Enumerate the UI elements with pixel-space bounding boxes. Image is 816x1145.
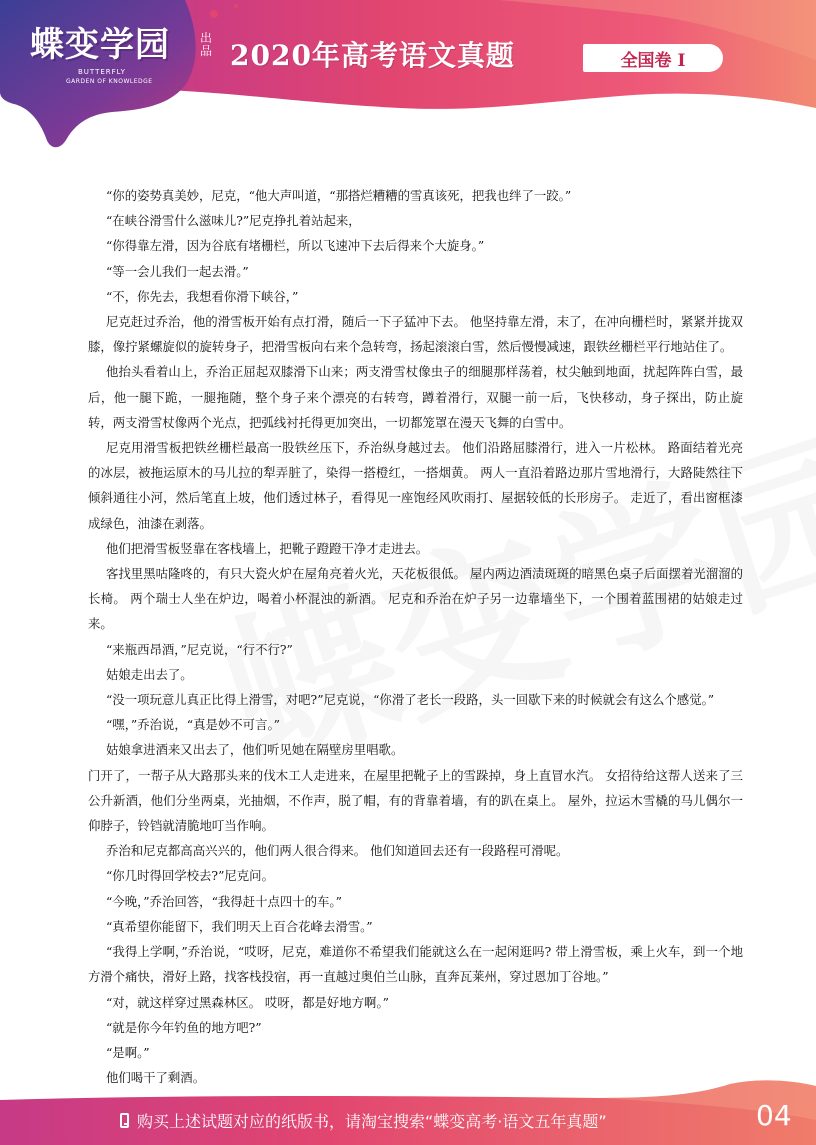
exam-paper-badge: 全国卷 I [583,44,723,72]
paragraph: 门开了，一帮子从大路那头来的伐木工人走进来，在屋里把靴子上的雪跺掉，身上直冒水汽。 女招待给这帮人送来了三公升新酒，他们分坐两桌，光抽烟，不作声，脱了帽，有的背靠着墙，有的趴在桌上。 屋外，拉运木雪橇的马儿偶尔一仰脖子，铃铛就清脆地叮当作响。 [88,767,743,834]
paragraph: “没一项玩意儿真正比得上滑雪，对吧?”尼克说，“你滑了老长一段路，头一回歇下来的时候就会有这么个感觉。” [105,692,715,708]
article-body [88,183,743,1090]
logo-english-line2: GARDEN OF KNOWLEDGE [66,78,153,85]
paragraph: “就是你今年钓鱼的地方吧?” [105,1019,262,1035]
paragraph: “我得上学啊，”乔治说，“哎呀，尼克，难道你不希望我们能就这么在一起闲逛吗? 带上滑雪板，乘上火车，到一个地方滑个痛快，滑好上路，找客栈投宿，再一直越过奥伯兰山脉，直奔瓦莱州，穿过恩加丁谷地。” [88,944,743,985]
paragraph: 尼克用滑雪板把铁丝栅栏最高一股铁丝压下，乔治纵身越过去。 他们沿路屈膝滑行，进入一片松林。 路面结着光亮的冰层，被拖运原木的马儿拉的犁弄脏了，染得一搭橙红，一搭烟黄。 两人一直沿着路边那片雪地滑行，大路陡然往下倾斜通往小河，然后笔直上坡，他们透过林子，看得见一座饱经风吹雨打、屋据较低的长形房子。 走近了，看出窗框漆成绿色，油漆在剥落。 [88,440,743,531]
paragraph: “是啊。” [105,1044,150,1060]
logo-text: 蝶变学园 [30,25,170,65]
paragraph: “你的姿势真美妙，尼克，“他大声叫道，“那搭烂糟糟的雪真该死，把我也绊了一跤。” [105,188,572,203]
page-number: 04 [756,1099,792,1132]
paragraph: “在峡谷滑雪什么滋味儿?”尼克挣扎着站起来， [105,213,361,229]
logo-english-line1: BUTTERFLY [78,68,126,76]
logo-produced-label: 出品 [200,31,213,58]
paragraph: “你得靠左滑，因为谷底有堵栅栏，所以飞速冲下去后得来个大旋身。” [105,238,485,254]
paragraph: “不，你先去，我想看你滑下峡谷，” [105,288,299,304]
paragraph: 他们喝干了剩酒。 [105,1070,206,1086]
page-header [0,0,816,160]
footer-promo [120,1109,607,1132]
paragraph: 客找里黑咕隆咚的，有只大瓷火炉在屋角亮着火光，天花板很低。 屋内两边酒渍斑斑的暗黑色桌子后面摆着光溜溜的长椅。 两个瑞士人坐在炉边，喝着小杯混浊的新酒。 尼克和乔治在炉子另一边靠墙坐下，一个围着蓝围裙的姑娘走过来。 [88,566,743,632]
phone-icon [120,1113,129,1128]
paragraph: 尼克赶过乔治，他的滑雪板开始有点打滑，随后一下子猛冲下去。 他坚持靠左滑，末了，在冲向栅栏时，紧紧并拢双膝，像拧紧螺旋似的旋转身子，把滑雪板向右来个急转弯，扬起滚滚白雪，然后慢慢减速，跟铁丝栅栏平行地站住了。 [88,314,743,355]
paragraph: “真希望你能留下，我们明天上百合花峰去滑雪。” [105,918,373,934]
paragraph: “你几时得回学校去?”尼克问。 [105,868,274,884]
paragraph: 他们把滑雪板竖靠在客栈墙上，把靴子蹬蹬干净才走进去。 [105,540,429,556]
paragraph: 他抬头看着山上，乔治正屈起双膝滑下山来；两支滑雪杖像虫子的细腿那样荡着，杖尖触到地面，扰起阵阵白雪，最后，他一腿下跪，一腿拖随，整个身子来个漂亮的右转弯，蹲着滑行，双腿一前一后，飞快移动，身子探出，防止旋转，两支滑雪杖像两个光点，把弧线衬托得更加突出，一切都笼罩在漫天飞舞的白雪中。 [88,364,743,430]
footer-promo-text: 购买上述试题对应的纸版书，请淘宝搜索“蝶变高考·语文五年真题” [137,1112,607,1131]
paragraph: “来瓶西昂酒，”尼克说，“行不行?” [105,641,293,657]
paragraph: “嘿，”乔治说，“真是妙不可言。” [105,717,280,733]
paragraph: “等一会儿我们一起去滑。” [105,263,249,279]
page-title: 2020年高考语文真题 [230,39,515,72]
paragraph: 姑娘拿进酒来又出去了，他们听见她在隔壁房里唱歌。 [105,742,404,758]
paragraph: “今晚，”乔治回答，“我得赶十点四十的车。” [105,893,342,909]
paragraph: 姑娘走出去了。 [105,666,193,682]
brand-logo [30,25,213,106]
page-footer [0,1080,816,1145]
paragraph: 乔治和尼克都高高兴兴的，他们两人很合得来。 他们知道回去还有一段路程可滑呢。 [105,843,569,859]
paragraph: “对，就这样穿过黑森林区。 哎呀，都是好地方啊。” [105,994,389,1010]
